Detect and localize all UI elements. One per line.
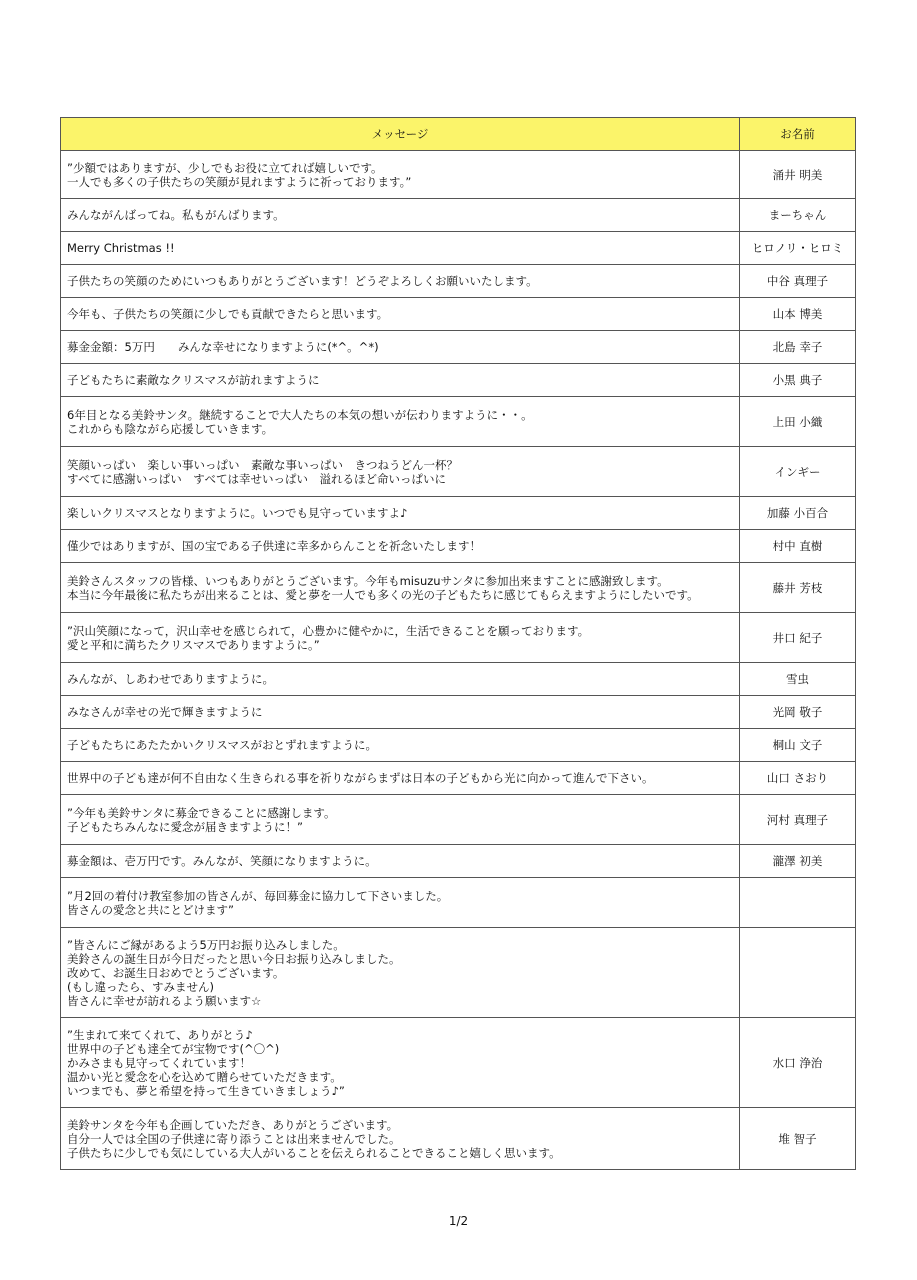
header-message: メッセージ — [61, 118, 740, 151]
name-cell — [740, 928, 856, 1018]
name-cell: 加藤 小百合 — [740, 497, 856, 530]
name-cell: 上田 小織 — [740, 397, 856, 447]
message-cell: ”月2回の着付け教室参加の皆さんが、毎回募金に協力して下さいました。 皆さんの愛念と共にとどけます” — [61, 878, 740, 928]
message-cell: みんなが、しあわせでありますように。 — [61, 663, 740, 696]
name-cell: 水口 浄治 — [740, 1018, 856, 1108]
name-cell: 山本 博美 — [740, 298, 856, 331]
table-row — [61, 928, 856, 1018]
message-cell: 僅少ではありますが、国の宝である子供達に幸多からんことを祈念いたします！ — [61, 530, 740, 563]
table-row — [61, 232, 856, 265]
name-cell: 堆 智子 — [740, 1108, 856, 1170]
message-cell: 美鈴サンタを今年も企画していただき、ありがとうございます。 自分一人では全国の子供達に寄り添うことは出来ませんでした。 子供たちに少しでも気にしている大人がいることを伝えられることできること嬉しく思います。 — [61, 1108, 740, 1170]
table-row — [61, 397, 856, 447]
name-cell: 藤井 芳枝 — [740, 563, 856, 613]
table-row — [61, 563, 856, 613]
message-cell: 子供たちの笑顔のためにいつもありがとうございます！どうぞよろしくお願いいたします。 — [61, 265, 740, 298]
name-cell: 河村 真理子 — [740, 795, 856, 845]
message-cell: 楽しいクリスマスとなりますように。いつでも見守っていますよ♪ — [61, 497, 740, 530]
table-row — [61, 1108, 856, 1170]
message-cell: みなさんが幸せの光で輝きますように — [61, 696, 740, 729]
message-cell: ”皆さんにご縁があるよう5万円お振り込みしました。 美鈴さんの誕生日が今日だったと思い今日お振り込みしました。 改めて、お誕生日おめでとうございます。 (もし違ったら、すみません) 皆さんに幸せが訪れるよう願います☆ — [61, 928, 740, 1018]
name-cell: ヒロノリ・ヒロミ — [740, 232, 856, 265]
table-row — [61, 530, 856, 563]
message-cell: 6年目となる美鈴サンタ。継続することで大人たちの本気の想いが伝わりますように・・。 これからも陰ながら応援していきます。 — [61, 397, 740, 447]
table-row — [61, 696, 856, 729]
header-name: お名前 — [740, 118, 856, 151]
table-row — [61, 1018, 856, 1108]
message-cell: 募金金額：5万円 みんな幸せになりますように(*^。^*) — [61, 331, 740, 364]
table-row — [61, 845, 856, 878]
table-row — [61, 795, 856, 845]
message-cell: ”生まれて来てくれて、ありがとう♪ 世界中の子ども達全てが宝物です(^〇^) かみさまも見守ってくれています！ 温かい光と愛念を心を込めて贈らせていただきます。 いつまでも、夢と希望を持って生きていきましょう♪” — [61, 1018, 740, 1108]
name-cell: 雪虫 — [740, 663, 856, 696]
message-cell: 子どもたちにあたたかいクリスマスがおとずれますように。 — [61, 729, 740, 762]
name-cell: 瀧澤 初美 — [740, 845, 856, 878]
table-body — [61, 151, 856, 1170]
message-cell: ”沢山笑顔になって，沢山幸せを感じられて，心豊かに健やかに，生活できることを願っております。 愛と平和に満ちたクリスマスでありますように。” — [61, 613, 740, 663]
table-row — [61, 199, 856, 232]
message-cell: 募金額は、壱万円です。みんなが、笑顔になりますように。 — [61, 845, 740, 878]
table-row — [61, 663, 856, 696]
name-cell: 小黒 典子 — [740, 364, 856, 397]
table-row — [61, 613, 856, 663]
table-row — [61, 298, 856, 331]
table-row — [61, 729, 856, 762]
message-cell: 今年も、子供たちの笑顔に少しでも貢献できたらと思います。 — [61, 298, 740, 331]
name-cell: まーちゃん — [740, 199, 856, 232]
name-cell: 村中 直樹 — [740, 530, 856, 563]
page-number: 1/2 — [448, 1214, 469, 1228]
table-row — [61, 265, 856, 298]
table-row — [61, 762, 856, 795]
name-cell: 桐山 文子 — [740, 729, 856, 762]
name-cell: 北島 幸子 — [740, 331, 856, 364]
table-row — [61, 447, 856, 497]
table-header-row — [61, 118, 856, 151]
table-row — [61, 151, 856, 199]
message-cell: 世界中の子ども達が何不自由なく生きられる事を祈りながらまずは日本の子どもから光に向かって進んで下さい。 — [61, 762, 740, 795]
table-row — [61, 497, 856, 530]
name-cell: 山口 さおり — [740, 762, 856, 795]
name-cell: 涌井 明美 — [740, 151, 856, 199]
name-cell: インギー — [740, 447, 856, 497]
table-row — [61, 878, 856, 928]
message-cell: みんながんばってね。私もがんばります。 — [61, 199, 740, 232]
message-cell: 美鈴さんスタッフの皆様、いつもありがとうございます。今年もmisuzuサンタに参加出来ますことに感謝致します。 本当に今年最後に私たちが出来ることは、愛と夢を一人でも多くの光の子どもたちに感じてもらえますようにしたいです。 — [61, 563, 740, 613]
messages-sheet — [60, 117, 855, 1170]
message-cell: ”今年も美鈴サンタに募金できることに感謝します。 子どもたちみんなに愛念が届きますように！” — [61, 795, 740, 845]
table-row — [61, 331, 856, 364]
name-cell: 光岡 敬子 — [740, 696, 856, 729]
name-cell — [740, 878, 856, 928]
name-cell: 井口 紀子 — [740, 613, 856, 663]
table-row — [61, 364, 856, 397]
message-cell: 子どもたちに素敵なクリスマスが訪れますように — [61, 364, 740, 397]
message-cell: 笑顔いっぱい 楽しい事いっぱい 素敵な事いっぱい きつねうどん一杯？ すべてに感謝いっぱい すべては幸せいっぱい 溢れるほど命いっぱいに — [61, 447, 740, 497]
message-cell: ”少額ではありますが、少しでもお役に立てれば嬉しいです。 一人でも多くの子供たちの笑顔が見れますように祈っております。” — [61, 151, 740, 199]
name-cell: 中谷 真理子 — [740, 265, 856, 298]
message-cell: Merry Christmas !! — [61, 232, 740, 265]
messages-table — [60, 117, 856, 1170]
